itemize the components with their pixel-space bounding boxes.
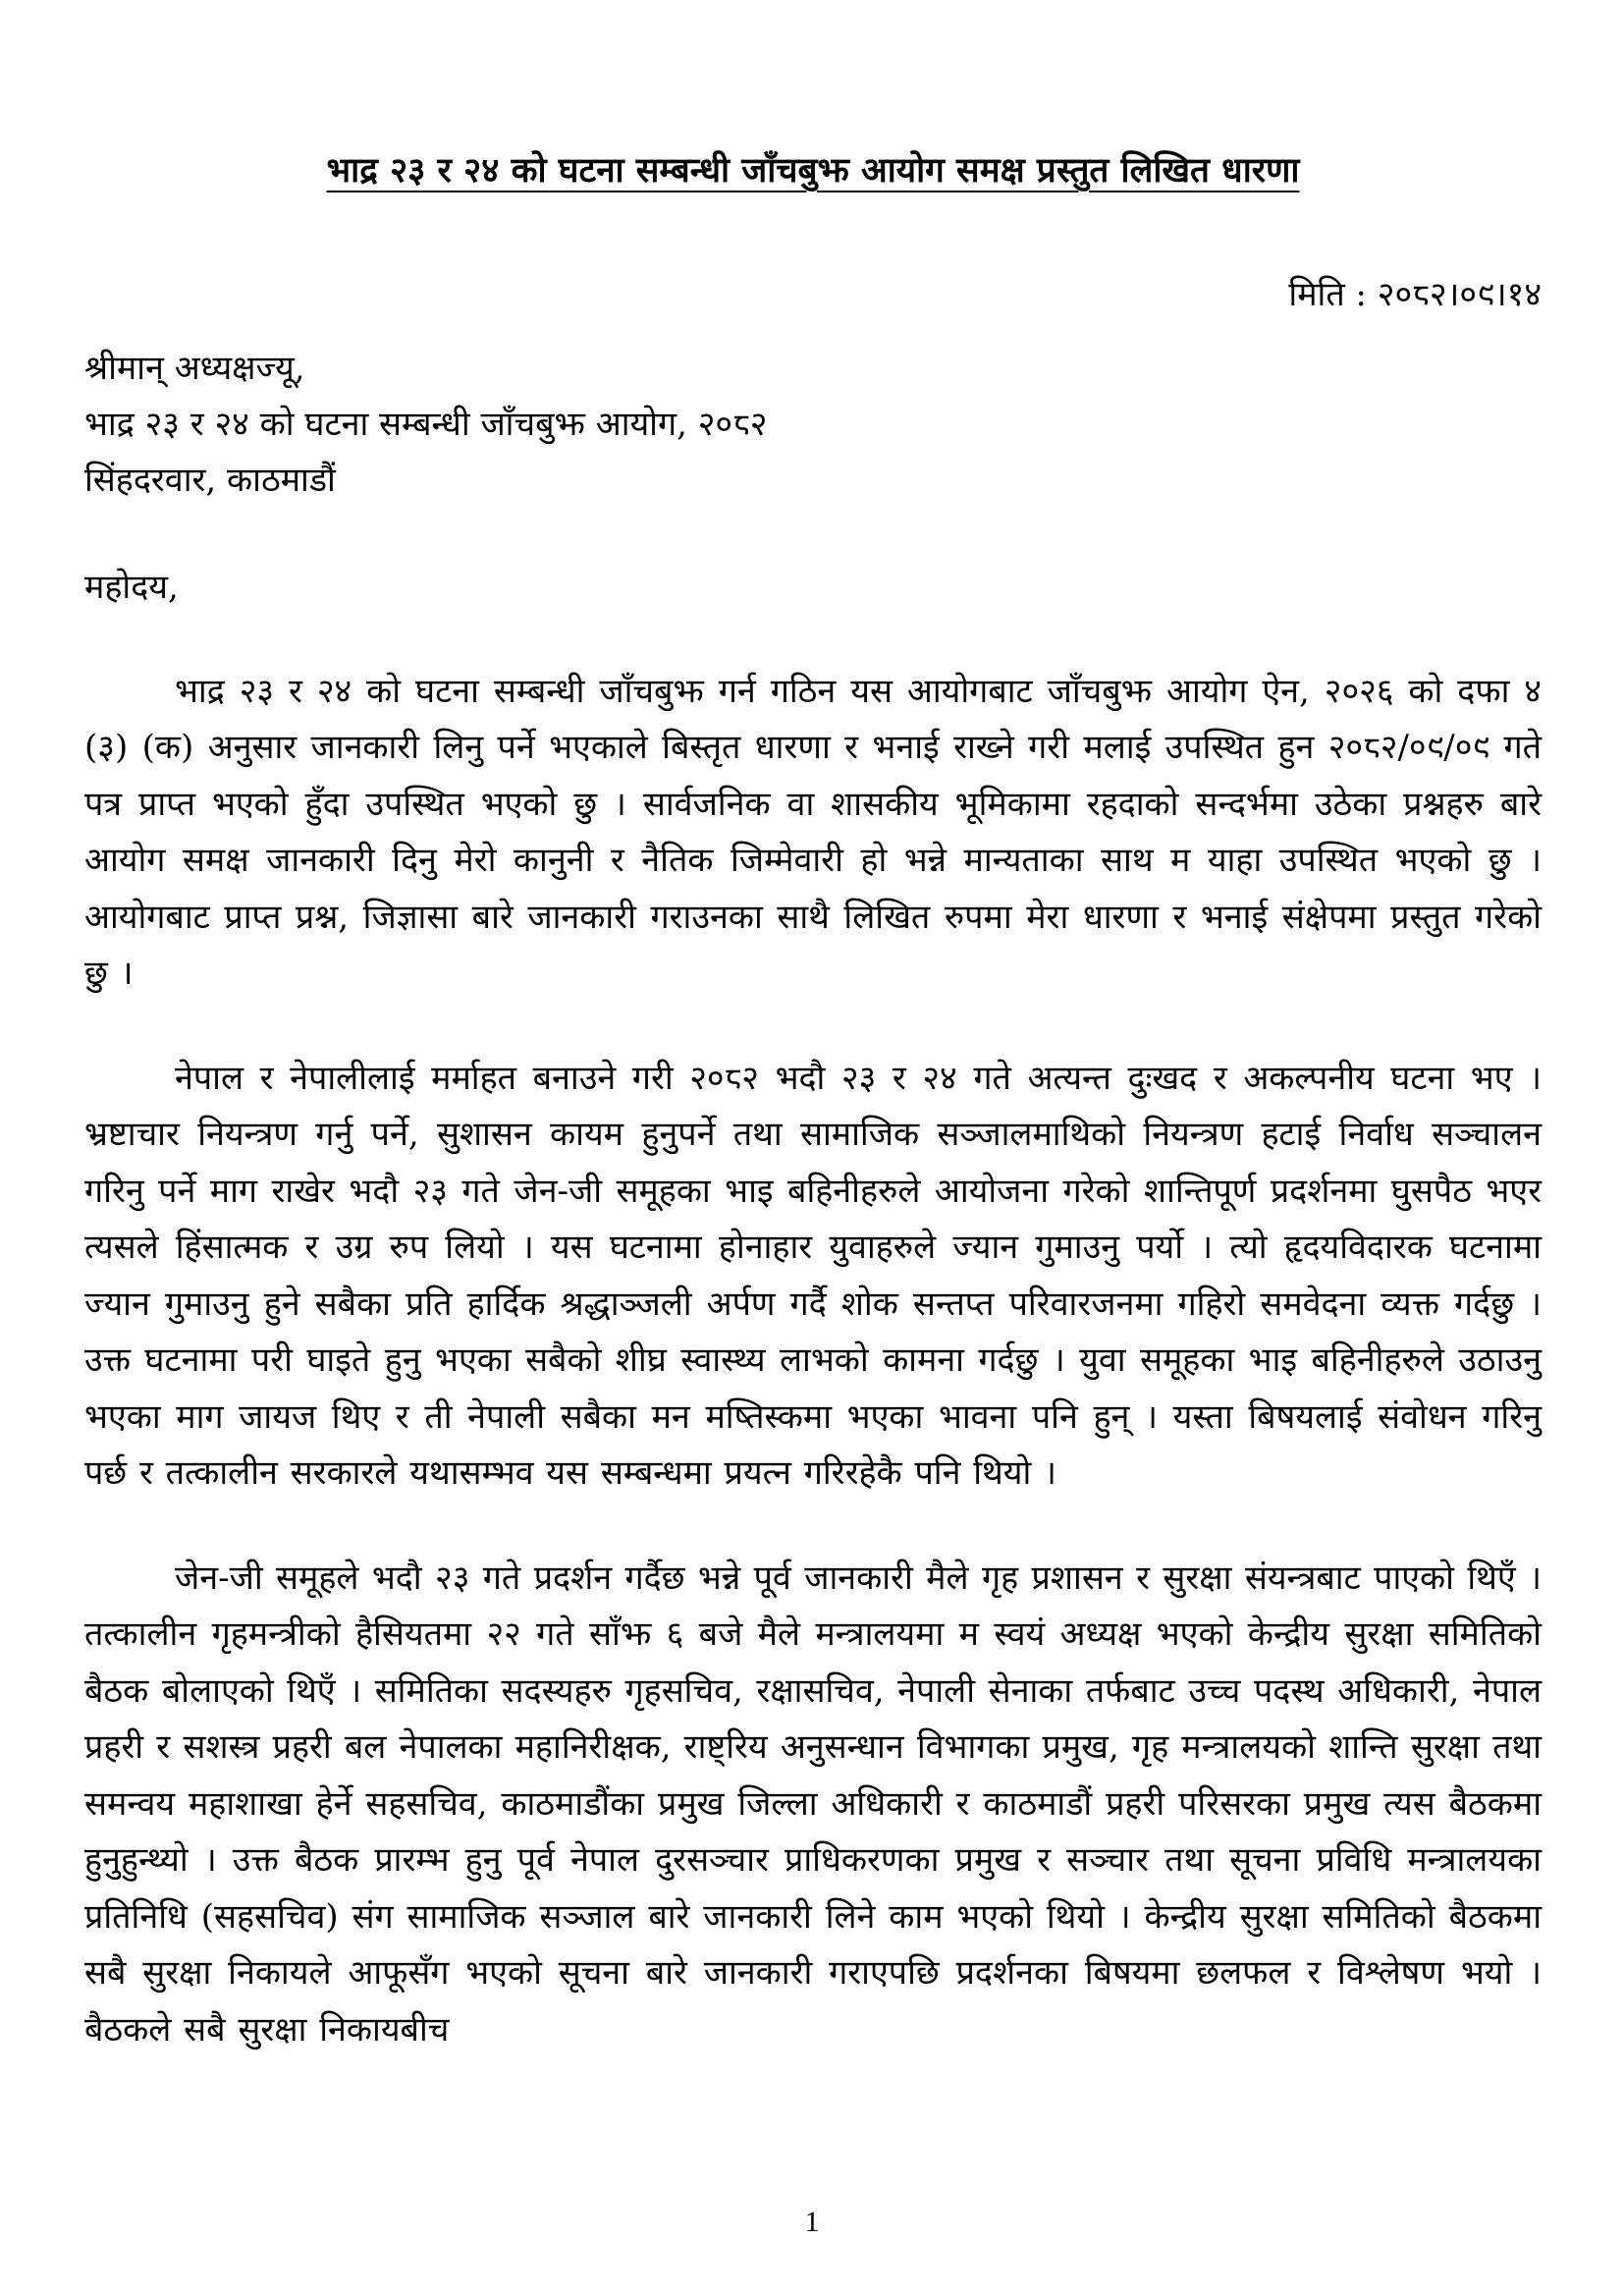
recipient-address-block xyxy=(84,341,1542,509)
body-paragraphs xyxy=(84,664,1542,2059)
document-title: भाद्र २३ र २४ को घटना सम्बन्धी जाँचबुझ आयोग समक्ष प्रस्तुत लिखित धारणा xyxy=(326,150,1300,191)
paragraph: नेपाल र नेपालीलाई मर्माहत बनाउने गरी २०८२ भदौ २३ र २४ गते अत्यन्त दुःखद र अकल्पनीय घटना भए । भ्रष्टाचार नियन्त्रण गर्नु पर्ने, सुशासन कायम हुनुपर्ने तथा सामाजिक सञ्जालमाथिको नियन्त्रण हटाई निर्वाध सञ्चालन गरिनु पर्ने माग राखेर भदौ २३ गते जेन-जी समूहका भाइ बहिनीहरुले आयोजना गरेको शान्तिपूर्ण प्रदर्शनमा घुसपैठ भएर त्यसले हिंसात्मक र उग्र रुप लियो । यस घटनामा होनाहार युवाहरुले ज्यान गुमाउनु पर्यो । त्यो हृदयविदारक घटनामा ज्यान गुमाउनु हुने सबैका प्रति हार्दिक श्रद्धाञ्जली अर्पण गर्दै शोक सन्तप्त परिवारजनमा गहिरो समवेदना व्यक्त गर्दछु । उक्त घटनामा परी घाइते हुनु भएका सबैको शीघ्र स्वास्थ्य लाभको कामना गर्दछु । युवा समूहका भाइ बहिनीहरुले उठाउनु भएका माग जायज थिए र ती नेपाली सबैका मन मष्तिस्कमा भएका भावना पनि हुन् । यस्ता बिषयलाई संवोधन गरिनु पर्छ र तत्कालीन सरकारले यथासम्भव यस सम्बन्धमा प्रयत्न गरिरहेकै पनि थियो । xyxy=(84,1058,1542,1493)
recipient-line-commission: भाद्र २३ र २४ को घटना सम्बन्धी जाँचबुझ आयोग, २०८२ xyxy=(84,404,768,444)
paragraph: भाद्र २३ र २४ को घटना सम्बन्धी जाँचबुझ गर्न गठिन यस आयोगबाट जाँचबुझ आयोग ऐन, २०२६ को दफा ४ (३) (क) अनुसार जानकारी लिनु पर्ने भएकाले बिस्तृत धारणा र भनाई राख्ने गरी मलाई उपस्थित हुन २०८२/०९/०९ गते पत्र प्राप्त भएको हुँदा उपस्थित भएको छु । सार्वजनिक वा शासकीय भूमिकामा रहदाको सन्दर्भमा उठेका प्रश्नहरु बारे आयोग समक्ष जानकारी दिनु मेरो कानुनी र नैतिक जिम्मेवारी हो भन्ने मान्यताका साथ म याहा उपस्थित भएको छु । आयोगबाट प्राप्त प्रश्न, जिज्ञासा बारे जानकारी गराउनका साथै लिखित रुपमा मेरा धारणा र भनाई संक्षेपमा प्रस्तुत गरेको छु । xyxy=(84,671,1542,993)
recipient-line-location: सिंहदरवार, काठमाडौं xyxy=(84,460,336,500)
salutation: महोदय, xyxy=(84,567,179,607)
paragraph: जेन-जी समूहले भदौ २३ गते प्रदर्शन गर्दैछ भन्ने पूर्व जानकारी मैले गृह प्रशासन र सुरक्षा संयन्त्रबाट पाएको थिएँ । तत्कालीन गृहमन्त्रीको हैसियतमा २२ गते साँझ ६ बजे मैले मन्त्रालयमा म स्वयं अध्यक्ष भएको केन्द्रीय सुरक्षा समितिको बैठक बोलाएको थिएँ । समितिका सदस्यहरु गृहसचिव, रक्षासचिव, नेपाली सेनाका तर्फबाट उच्च पदस्थ अधिकारी, नेपाल प्रहरी र सशस्त्र प्रहरी बल नेपालका महानिरीक्षक, राष्ट्रिय अनुसन्धान विभागका प्रमुख, गृह मन्त्रालयको शान्ति सुरक्षा तथा समन्वय महाशाखा हेर्ने सहसचिव, काठमाडौंका प्रमुख जिल्ला अधिकारी र काठमाडौं प्रहरी परिसरका प्रमुख त्यस बैठकमा हुनुहुन्थ्यो । उक्त बैठक प्रारम्भ हुनु पूर्व नेपाल दुरसञ्चार प्राधिकरणका प्रमुख र सञ्चार तथा सूचना प्रविधि मन्त्रालयका प्रतिनिधि (सहसचिव) संग सामाजिक सञ्जाल बारे जानकारी लिने काम भएको थियो । केन्द्रीय सुरक्षा समितिको बैठकमा सबै सुरक्षा निकायले आफूसँग भएको सूचना बारे जानकारी गराएपछि प्रदर्शनका बिषयमा छलफल र विश्लेषण भयो । बैठकले सबै सुरक्षा निकायबीच xyxy=(84,1558,1542,2050)
date-line: मिति : २०८२।०९।१४ xyxy=(1288,274,1542,314)
page-number: 1 xyxy=(804,2206,820,2238)
recipient-line-chairman: श्रीमान् अध्यक्षज्यू, xyxy=(84,348,305,388)
